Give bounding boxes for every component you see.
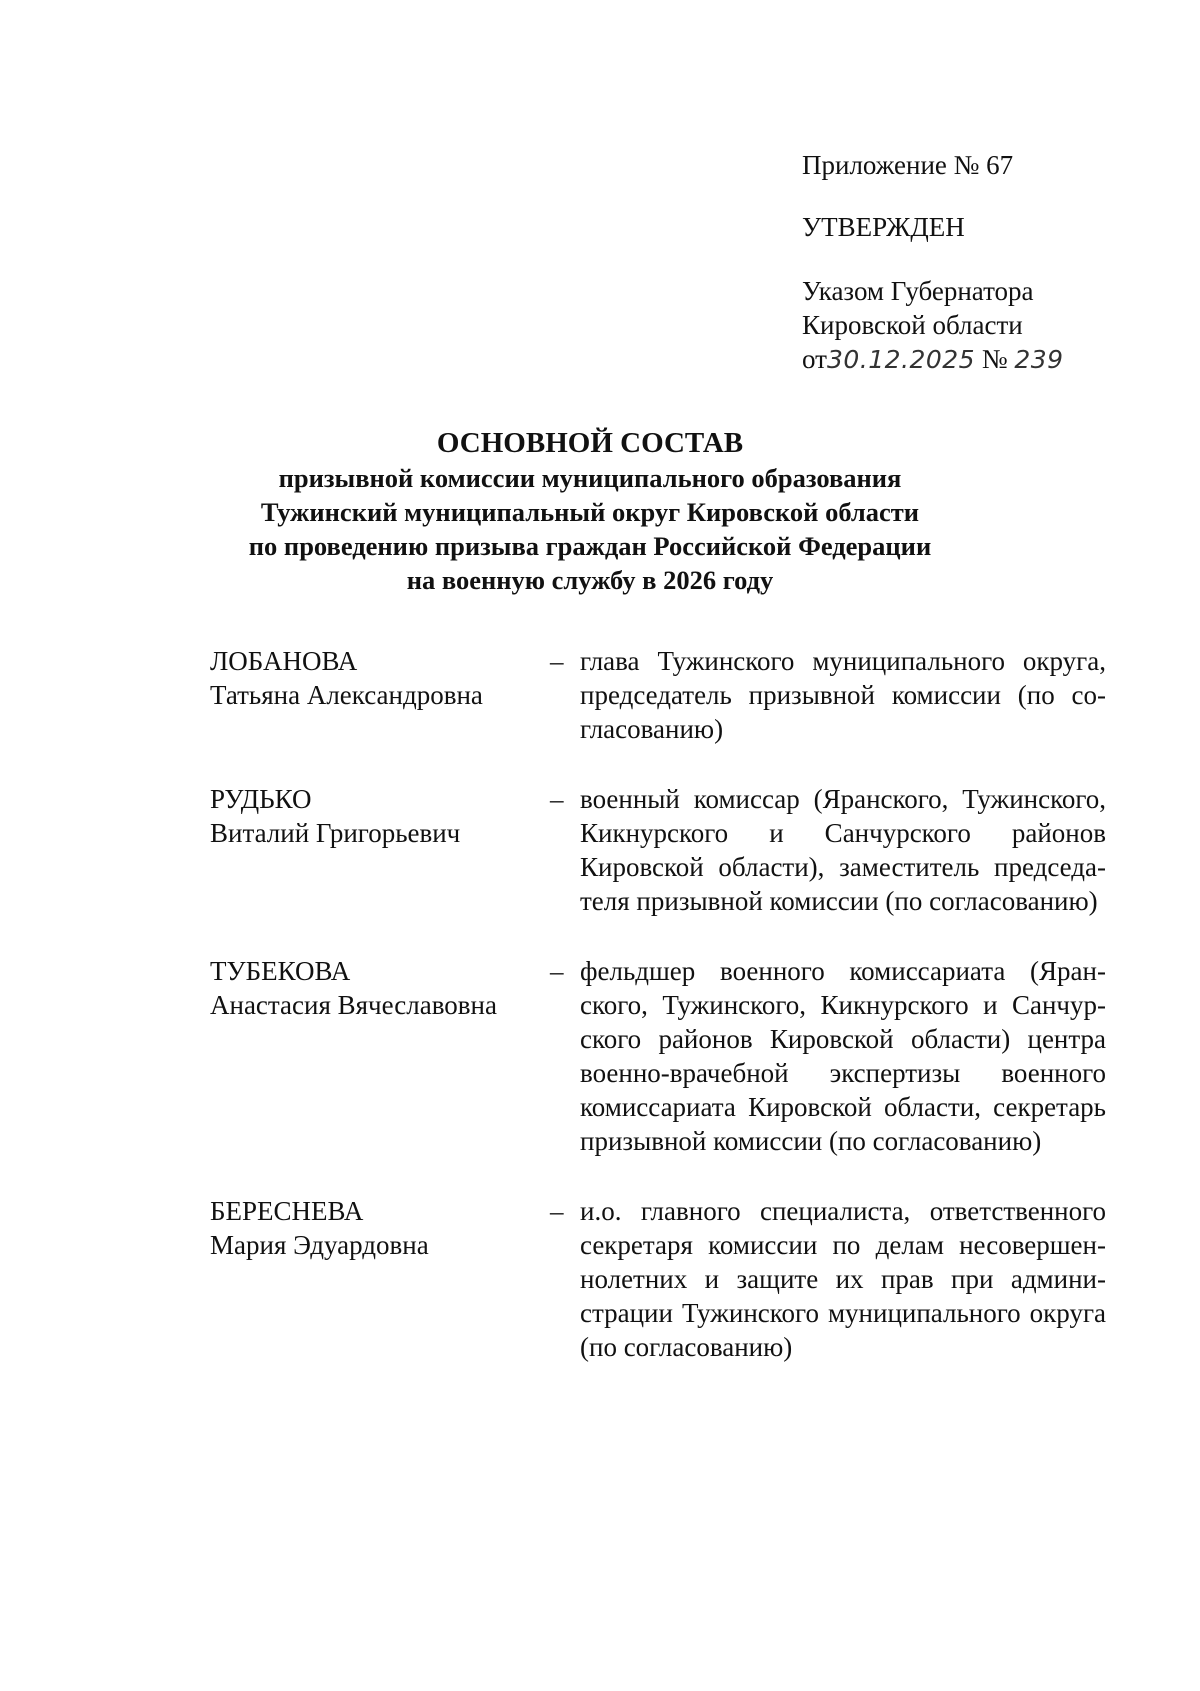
- member-name: [210, 782, 550, 918]
- dash-separator: –: [550, 646, 564, 676]
- title-line-4: на военную службу в 2026 году: [406, 565, 774, 595]
- member-entry: [210, 644, 1125, 746]
- handwritten-number: 239: [1014, 345, 1064, 374]
- approved-label: УТВЕРЖДЕН: [802, 212, 965, 242]
- title-main: ОСНОВНОЙ СОСТАВ: [436, 427, 744, 459]
- spacer: [802, 182, 1132, 210]
- approval-stamp-block: [802, 148, 1132, 377]
- member-role: и.о. главного специалиста, ответственного секретаря комиссии по делам несовершеннолетних и защите их прав при администрации Тужинского муниципального округа (по согласованию): [580, 1196, 1106, 1362]
- member-entry: [210, 1194, 1125, 1364]
- decree-issuer-line2: Кировской области: [802, 310, 1023, 340]
- member-surname: ЛОБАНОВА: [210, 646, 358, 676]
- title-line-2: Тужинский муниципальный округ Кировской области: [260, 497, 920, 527]
- dash-separator: –: [550, 956, 564, 986]
- member-name: [210, 954, 550, 1158]
- commission-members-list: [210, 644, 1125, 1364]
- member-entry: [210, 782, 1125, 918]
- decree-date-number: [802, 342, 1132, 377]
- spacer: [802, 244, 1132, 274]
- member-given-names: Виталий Григорьевич: [210, 818, 461, 848]
- member-surname: БЕРЕСНЕВА: [210, 1196, 364, 1226]
- title-line-3: по проведению призыва граждан Российской Федерации: [248, 531, 932, 561]
- member-role: фельдшер военного комиссариата (Яранского, Тужинского, Кикнурского и Санчурского районов Кировской области) центра военно-врачебной экспертизы военного комиссариата Кировской области, секретарь призывной комиссии (по согласованию): [580, 956, 1106, 1156]
- dash-separator: –: [550, 784, 564, 814]
- handwritten-date: 30.12.2025: [826, 345, 976, 374]
- member-entry: [210, 954, 1125, 1158]
- member-surname: РУДЬКО: [210, 784, 312, 814]
- member-given-names: Татьяна Александровна: [210, 680, 483, 710]
- member-given-names: Мария Эдуардовна: [210, 1230, 429, 1260]
- member-name: [210, 1194, 550, 1364]
- member-role: глава Тужинского муниципального округа, председатель призывной комиссии (по согласованию): [580, 646, 1106, 744]
- member-role: военный комиссар (Яранского, Тужинского, Кикнурского и Санчурского районов Кировской области), заместитель председателя призывной комиссии (по согласованию): [580, 784, 1106, 916]
- document-title: [180, 425, 1000, 597]
- date-prefix: от: [802, 344, 827, 374]
- member-surname: ТУБЕКОВА: [210, 956, 351, 986]
- number-prefix: №: [981, 344, 1008, 374]
- decree-issuer-line1: Указом Губернатора: [802, 276, 1034, 306]
- dash-separator: –: [550, 1196, 564, 1226]
- title-line-1: призывной комиссии муниципального образования: [278, 463, 902, 493]
- member-name: [210, 644, 550, 746]
- member-given-names: Анастасия Вячеславовна: [210, 990, 497, 1020]
- appendix-number: Приложение № 67: [802, 150, 1014, 180]
